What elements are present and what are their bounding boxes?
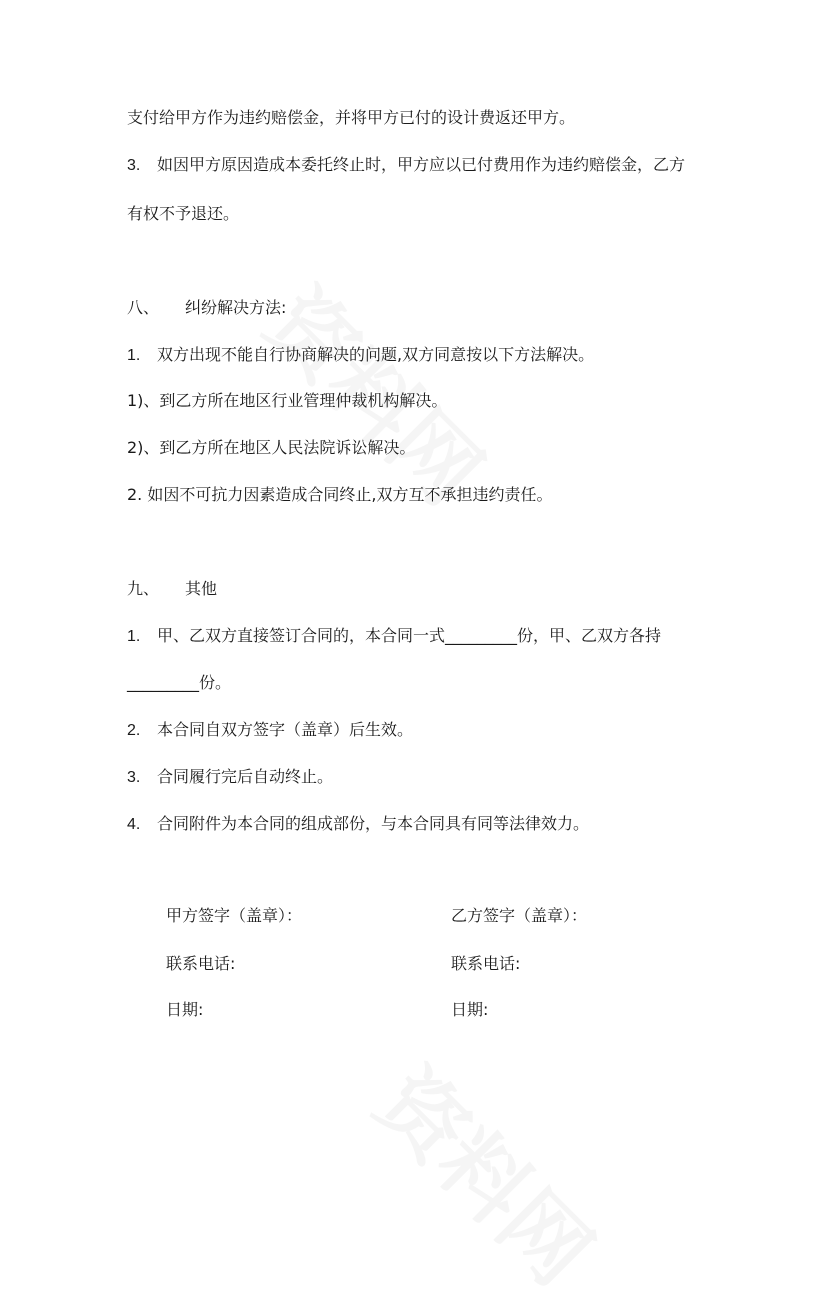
party-b-date-label: 日期: <box>451 1000 489 1019</box>
section9-heading <box>127 578 217 600</box>
section9-item-2 <box>127 719 413 742</box>
item-text: 本合同自双方签字（盖章）后生效。 <box>157 720 414 739</box>
item-number: 4. <box>127 816 141 833</box>
party-a-phone-label: 联系电话: <box>166 954 236 973</box>
item-number: 3. <box>127 157 141 174</box>
clause7-continuation: 支付给甲方作为违约赔偿金，并将甲方已付的设计费返还甲方。 <box>127 108 576 127</box>
party-a-date-label: 日期: <box>166 1000 204 1019</box>
party-b-signature-label: 乙方签字（盖章）： <box>451 906 588 925</box>
section8-item-1 <box>127 344 594 367</box>
item-text: 如因甲方原因造成本委托终止时，甲方应以已付费用作为违约赔偿金，乙方 <box>157 155 686 174</box>
watermark <box>354 1037 624 1307</box>
item-number: 2. <box>127 722 141 739</box>
section9-item-3 <box>127 766 333 789</box>
item-text: 合同履行完后自动终止。 <box>157 767 334 786</box>
clause7-item-3 <box>127 154 685 177</box>
clause7-item-3-continuation: 有权不予退还。 <box>127 204 240 223</box>
section8-item-2: 2. 如因不可抗力因素造成合同终止,双方互不承担违约责任。 <box>127 485 553 504</box>
item-text: 合同附件为本合同的组成部份，与本合同具有同等法律效力。 <box>157 814 590 833</box>
section-number: 九、 <box>127 579 160 598</box>
section9-item-1 <box>127 625 661 648</box>
item-text: 双方出现不能自行协商解决的问题,双方同意按以下方法解决。 <box>157 345 595 364</box>
item-text: 甲、乙双方直接签订合同的，本合同一式_________份，甲、乙双方各持 <box>157 626 662 645</box>
section8-sub-2: 2)、到乙方所在地区人民法院诉讼解决。 <box>127 438 416 457</box>
section-number: 八、 <box>127 298 160 317</box>
section9-item-4 <box>127 813 589 836</box>
section-title: 纠纷解决方法: <box>185 298 287 317</box>
party-b-phone-label: 联系电话: <box>451 954 521 973</box>
party-a-signature-label: 甲方签字（盖章）： <box>166 906 303 925</box>
section8-heading <box>127 297 286 319</box>
item-number: 1. <box>127 347 141 364</box>
section9-item-1-continuation: _________份。 <box>127 673 232 692</box>
item-number: 3. <box>127 769 141 786</box>
item-number: 1. <box>127 628 141 645</box>
section-title: 其他 <box>185 579 218 598</box>
section8-sub-1: 1)、到乙方所在地区行业管理仲裁机构解决。 <box>127 391 448 410</box>
